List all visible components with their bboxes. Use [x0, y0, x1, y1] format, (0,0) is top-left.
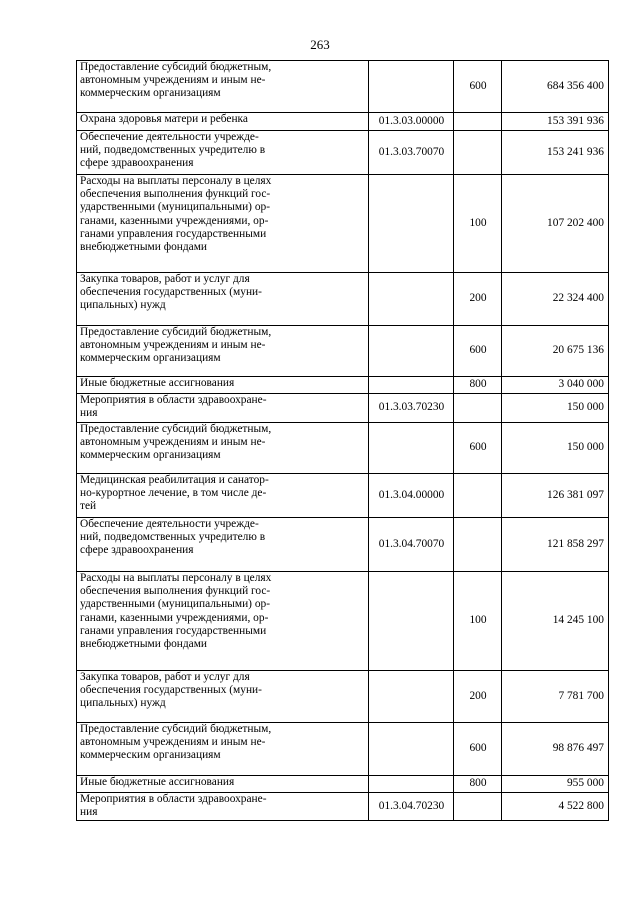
cell-name: Охрана здоровья матери и ребенка: [77, 113, 369, 131]
cell-name: Иные бюджетные ассигнования: [77, 377, 369, 394]
table-row: [77, 326, 609, 377]
cell-target-code: [369, 273, 454, 326]
cell-amount: 684 356 400: [502, 61, 609, 113]
cell-target-code: [369, 175, 454, 273]
cell-name: Закупка товаров, работ и услуг для обеспечения государственных (муни- ципальных) нужд: [77, 273, 369, 326]
table-row: [77, 113, 609, 131]
cell-amount: 955 000: [502, 776, 609, 793]
cell-expense-type: 100: [454, 175, 502, 273]
cell-expense-type: 600: [454, 61, 502, 113]
table-row: [77, 61, 609, 113]
cell-target-code: [369, 423, 454, 474]
table-row: [77, 793, 609, 821]
cell-name: Предоставление субсидий бюджетным, автономным учреждениям и иным не- коммерческим организациям: [77, 61, 369, 113]
table-row: [77, 671, 609, 723]
cell-amount: 121 858 297: [502, 518, 609, 572]
cell-expense-type: [454, 394, 502, 423]
cell-target-code: [369, 723, 454, 776]
table-row: [77, 423, 609, 474]
cell-expense-type: [454, 113, 502, 131]
cell-name: Расходы на выплаты персоналу в целях обеспечения выполнения функций гос- ударственными (муниципальными) ор- ганами, казенными учреждениями, ор- ганами управления государственными внебюджетными фондами: [77, 572, 369, 671]
cell-amount: 153 241 936: [502, 131, 609, 175]
cell-amount: 126 381 097: [502, 474, 609, 518]
cell-amount: 22 324 400: [502, 273, 609, 326]
table-row: [77, 474, 609, 518]
cell-expense-type: [454, 518, 502, 572]
cell-expense-type: [454, 474, 502, 518]
cell-amount: 4 522 800: [502, 793, 609, 821]
cell-amount: 14 245 100: [502, 572, 609, 671]
cell-expense-type: [454, 793, 502, 821]
table-row: [77, 394, 609, 423]
cell-expense-type: 100: [454, 572, 502, 671]
cell-name: Расходы на выплаты персоналу в целях обеспечения выполнения функций гос- ударственными (муниципальными) ор- ганами, казенными учреждениями, ор- ганами управления государственными внебюджетными фондами: [77, 175, 369, 273]
table-row: [77, 723, 609, 776]
cell-target-code: [369, 61, 454, 113]
cell-target-code: [369, 776, 454, 793]
cell-amount: 150 000: [502, 394, 609, 423]
table-row: [77, 776, 609, 793]
cell-name: Мероприятия в области здравоохране- ния: [77, 394, 369, 423]
cell-target-code: [369, 377, 454, 394]
cell-expense-type: 800: [454, 377, 502, 394]
table-row: [77, 273, 609, 326]
table-row: [77, 518, 609, 572]
cell-name: Обеспечение деятельности учрежде- ний, подведомственных учредителю в сфере здравоохранения: [77, 131, 369, 175]
cell-name: Предоставление субсидий бюджетным, автономным учреждениям и иным не- коммерческим организациям: [77, 326, 369, 377]
cell-name: Предоставление субсидий бюджетным, автономным учреждениям и иным не- коммерческим организациям: [77, 423, 369, 474]
cell-target-code: 01.3.03.00000: [369, 113, 454, 131]
table-row: [77, 377, 609, 394]
budget-table: [76, 60, 609, 821]
table-row: [77, 572, 609, 671]
cell-target-code: 01.3.03.70230: [369, 394, 454, 423]
cell-expense-type: 600: [454, 423, 502, 474]
cell-name: Медицинская реабилитация и санатор- но-курортное лечение, в том числе де- тей: [77, 474, 369, 518]
cell-name: Обеспечение деятельности учрежде- ний, подведомственных учредителю в сфере здравоохранения: [77, 518, 369, 572]
cell-amount: 150 000: [502, 423, 609, 474]
cell-expense-type: [454, 131, 502, 175]
cell-expense-type: 600: [454, 723, 502, 776]
cell-amount: 107 202 400: [502, 175, 609, 273]
budget-table-body: [77, 61, 609, 821]
cell-amount: 98 876 497: [502, 723, 609, 776]
cell-target-code: 01.3.03.70070: [369, 131, 454, 175]
page-number: 263: [310, 37, 330, 52]
table-row: [77, 131, 609, 175]
cell-amount: 7 781 700: [502, 671, 609, 723]
cell-target-code: 01.3.04.00000: [369, 474, 454, 518]
cell-amount: 3 040 000: [502, 377, 609, 394]
cell-name: Предоставление субсидий бюджетным, автономным учреждениям и иным не- коммерческим организациям: [77, 723, 369, 776]
cell-target-code: [369, 572, 454, 671]
cell-target-code: 01.3.04.70230: [369, 793, 454, 821]
cell-target-code: 01.3.04.70070: [369, 518, 454, 572]
cell-name: Мероприятия в области здравоохране- ния: [77, 793, 369, 821]
cell-expense-type: 200: [454, 273, 502, 326]
cell-target-code: [369, 671, 454, 723]
cell-name: Закупка товаров, работ и услуг для обеспечения государственных (муни- ципальных) нужд: [77, 671, 369, 723]
cell-expense-type: 200: [454, 671, 502, 723]
cell-expense-type: 600: [454, 326, 502, 377]
cell-target-code: [369, 326, 454, 377]
cell-amount: 20 675 136: [502, 326, 609, 377]
cell-name: Иные бюджетные ассигнования: [77, 776, 369, 793]
table-row: [77, 175, 609, 273]
cell-expense-type: 800: [454, 776, 502, 793]
cell-amount: 153 391 936: [502, 113, 609, 131]
